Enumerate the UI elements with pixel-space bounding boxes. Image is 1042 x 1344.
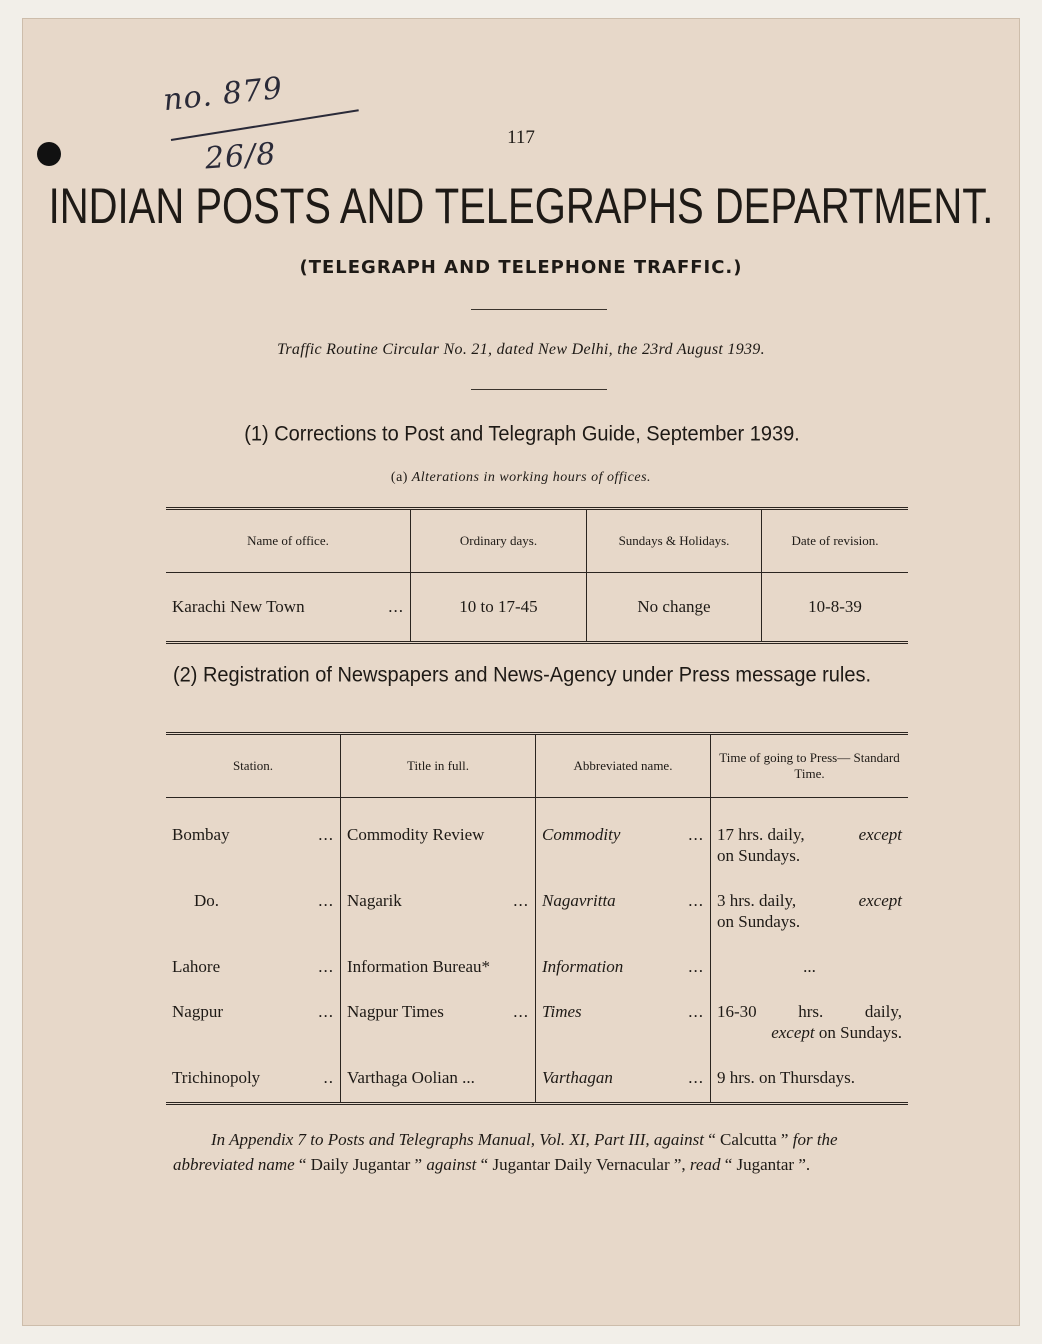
press-time: 3 hrs. daily,: [717, 891, 797, 910]
leader-dots: ...: [388, 597, 404, 616]
station-cell: [166, 1067, 341, 1104]
title-text: Information Bureau*: [347, 957, 491, 976]
ordinary-days-cell: 10 to 17-45: [411, 573, 587, 643]
leader-dots: ...: [513, 1002, 529, 1021]
press-time-continued: on Sundays.: [717, 912, 801, 931]
station-name: Do.: [194, 891, 220, 910]
station-name: Bombay: [172, 825, 230, 844]
column-header: Time of going to Press— Standard Time.: [711, 734, 909, 798]
abbreviation-text: Times: [542, 1002, 582, 1021]
leader-dots: ...: [688, 1068, 704, 1087]
press-time-cell: [711, 798, 909, 891]
office-name: Karachi New Town: [172, 597, 305, 616]
note-quote: “ Calcutta ”: [708, 1130, 789, 1149]
press-time-continued: on Sundays.: [717, 846, 801, 865]
column-header: Name of office.: [166, 509, 411, 573]
section-2-heading: (2) Registration of Newspapers and News-Agency under Press message rules.: [172, 663, 872, 687]
abbreviation-cell: [536, 956, 711, 1001]
note-text: read: [685, 1155, 725, 1174]
title-cell: [341, 956, 536, 1001]
station-cell: [166, 956, 341, 1001]
table-header-row: [166, 509, 908, 573]
office-cell: [166, 573, 411, 643]
press-time-continued: on Sundays.: [818, 1023, 902, 1042]
title-text: Nagpur Times: [347, 1002, 444, 1021]
note-quote: “ Jugantar ”.: [724, 1155, 811, 1174]
title-cell: [341, 798, 536, 891]
column-header: Sundays & Holidays.: [587, 509, 762, 573]
department-title: INDIAN POSTS AND TELEGRAPHS DEPARTMENT.: [48, 179, 994, 235]
title-text: Nagarik: [347, 891, 402, 910]
leader-dots: ...: [318, 891, 334, 910]
station-name: Nagpur: [172, 1002, 223, 1021]
station-name: Trichinopoly: [172, 1068, 261, 1087]
column-header: Abbreviated name.: [536, 734, 711, 798]
table-row: [166, 1067, 908, 1104]
subheading-prefix: (a): [390, 470, 408, 485]
press-time-qualifier: except: [771, 1023, 815, 1042]
press-time: ...: [803, 957, 816, 976]
press-time-cell: [711, 1067, 909, 1104]
leader-dots: ..: [323, 1068, 334, 1087]
leader-dots: ...: [318, 825, 334, 844]
leader-dots: ...: [688, 957, 704, 976]
divider-rule: [471, 309, 607, 310]
table-row: [166, 1001, 908, 1067]
station-cell: [166, 798, 341, 891]
leader-dots: ...: [513, 891, 529, 910]
column-header: Title in full.: [341, 734, 536, 798]
section-1-subheading: [23, 470, 1019, 486]
abbreviation-cell: [536, 890, 711, 956]
press-time-cell: [711, 1001, 909, 1067]
station-cell: [166, 1001, 341, 1067]
title-text: Varthaga Oolian ...: [347, 1068, 475, 1087]
section-1-heading: (1) Corrections to Post and Telegraph Guide, September 1939.: [244, 422, 800, 446]
handwritten-date: 26/8: [203, 136, 278, 177]
abbreviation-text: Nagavritta: [542, 891, 616, 910]
table-row: [166, 890, 908, 956]
press-time-cell: [711, 956, 909, 1001]
station-cell: [166, 890, 341, 956]
table-row: [166, 573, 908, 643]
leader-dots: ...: [688, 891, 704, 910]
divider-rule: [471, 389, 607, 390]
leader-dots: ...: [688, 1002, 704, 1021]
note-text: against: [422, 1155, 481, 1174]
press-time: 16-30 hrs. daily,: [717, 1002, 902, 1021]
title-cell: [341, 1001, 536, 1067]
handwritten-number: no. 879: [161, 70, 285, 119]
title-text: Commodity Review: [347, 825, 485, 844]
abbreviation-cell: [536, 798, 711, 891]
press-time-qualifier: except: [858, 825, 902, 844]
title-cell: [341, 890, 536, 956]
press-registration-table: [166, 732, 908, 1105]
title-cell: [341, 1067, 536, 1104]
circular-page: [22, 18, 1020, 1326]
abbreviation-text: Information: [542, 957, 624, 976]
sundays-cell: No change: [587, 573, 762, 643]
press-time: 9 hrs. on Thursdays.: [717, 1068, 856, 1087]
table-header-row: [166, 734, 908, 798]
table-row: [166, 798, 908, 891]
note-text: for the abbreviated name: [173, 1130, 838, 1174]
column-header: Ordinary days.: [411, 509, 587, 573]
note-text: In Appendix 7 to Posts and Telegraphs Manual, Vol. XI, Part III, against: [211, 1130, 704, 1149]
revision-date-cell: 10-8-39: [762, 573, 909, 643]
table-row: [166, 956, 908, 1001]
abbreviation-cell: [536, 1067, 711, 1104]
abbreviation-cell: [536, 1001, 711, 1067]
abbreviation-text: Commodity: [542, 825, 621, 844]
press-time: 17 hrs. daily,: [717, 825, 805, 844]
column-header: Station.: [166, 734, 341, 798]
subheading-text: Alterations in working hours of offices.: [411, 470, 652, 485]
abbreviation-text: Varthagan: [542, 1068, 613, 1087]
leader-dots: ...: [318, 1002, 334, 1021]
traffic-subtitle: (TELEGRAPH AND TELEPHONE TRAFFIC.): [299, 257, 743, 278]
note-quote: “ Daily Jugantar ”: [298, 1155, 423, 1174]
press-time-qualifier: except: [858, 891, 902, 910]
press-time-cell: [711, 890, 909, 956]
working-hours-table: [166, 507, 908, 644]
leader-dots: ...: [318, 957, 334, 976]
note-quote: “ Jugantar Daily Vernacular ”,: [480, 1155, 686, 1174]
column-header: Date of revision.: [762, 509, 909, 573]
page-number: 117: [507, 127, 535, 148]
circular-reference: Traffic Routine Circular No. 21, dated New Delhi, the 23rd August 1939.: [277, 341, 765, 358]
appendix-note: [173, 1127, 913, 1177]
leader-dots: ...: [688, 825, 704, 844]
station-name: Lahore: [172, 957, 221, 976]
